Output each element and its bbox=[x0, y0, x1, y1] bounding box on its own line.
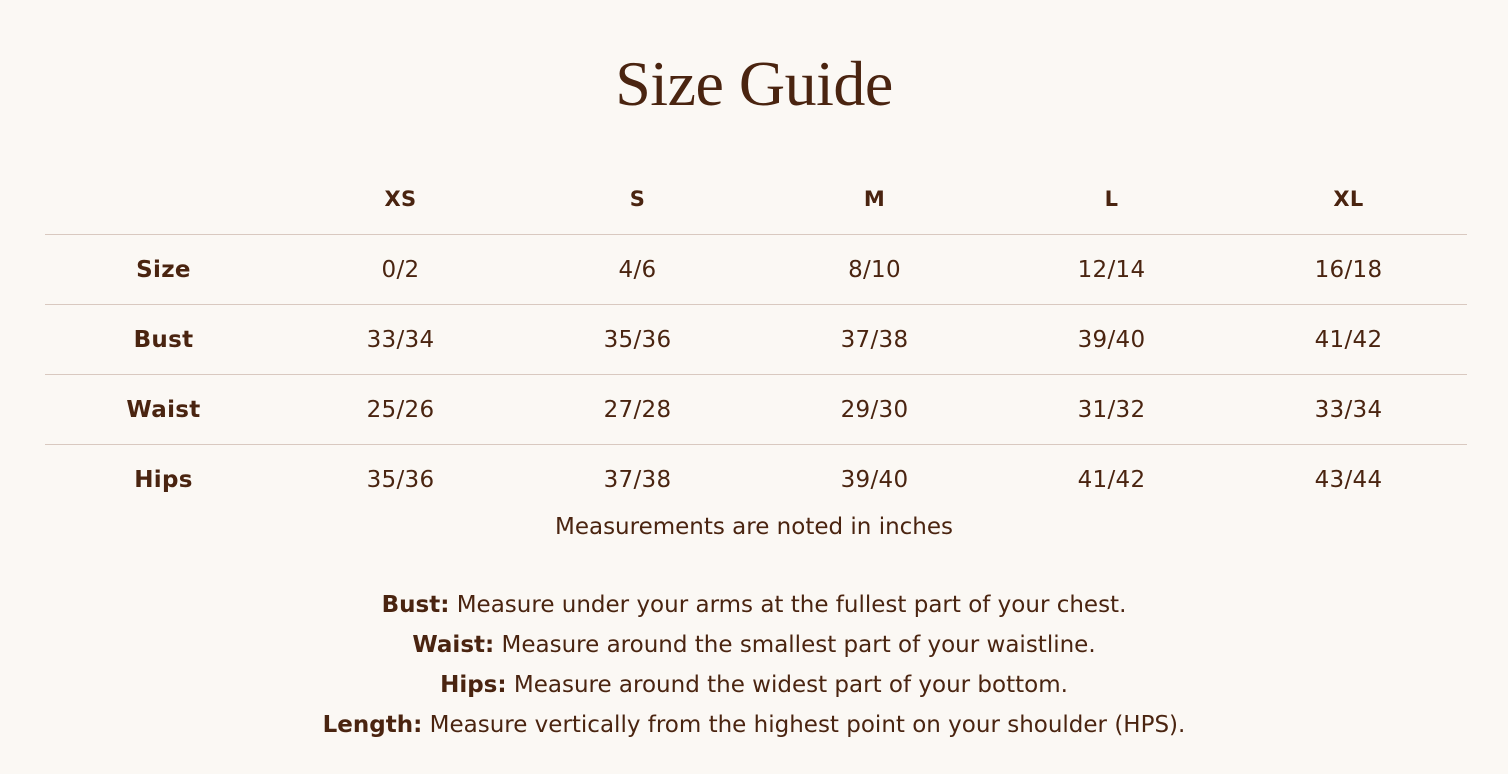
definition-term: Length: bbox=[322, 712, 423, 738]
definition-text: Measure under your arms at the fullest part of your chest. bbox=[449, 592, 1127, 618]
table-cell: 29/30 bbox=[840, 396, 909, 423]
table-header-row bbox=[45, 164, 1467, 235]
table-cell: 0/2 bbox=[381, 256, 420, 283]
measurement-definitions bbox=[0, 585, 1508, 745]
table-row-bust bbox=[45, 305, 1467, 375]
definition-term: Waist: bbox=[412, 632, 495, 658]
row-label-waist: Waist bbox=[126, 396, 201, 423]
column-header-xl: XL bbox=[1333, 187, 1364, 211]
table-cell: 43/44 bbox=[1314, 466, 1383, 493]
size-table bbox=[45, 164, 1467, 514]
table-cell: 16/18 bbox=[1314, 256, 1383, 283]
row-label-size: Size bbox=[136, 256, 191, 283]
definition-text: Measure around the smallest part of your waistline. bbox=[494, 632, 1096, 658]
table-cell: 27/28 bbox=[603, 396, 672, 423]
definition-term: Bust: bbox=[381, 592, 450, 618]
table-cell: 37/38 bbox=[603, 466, 672, 493]
table-cell: 41/42 bbox=[1314, 326, 1383, 353]
table-row-hips bbox=[45, 445, 1467, 514]
units-note: Measurements are noted in inches bbox=[554, 514, 954, 540]
table-row-waist bbox=[45, 375, 1467, 445]
column-header-l: L bbox=[1104, 187, 1119, 211]
column-header-m: M bbox=[863, 187, 886, 211]
definition-term: Hips: bbox=[440, 672, 507, 698]
definition-bust bbox=[0, 585, 1508, 625]
table-cell: 35/36 bbox=[603, 326, 672, 353]
table-cell: 37/38 bbox=[840, 326, 909, 353]
table-cell: 31/32 bbox=[1077, 396, 1146, 423]
table-cell: 39/40 bbox=[1077, 326, 1146, 353]
table-cell: 8/10 bbox=[848, 256, 901, 283]
definition-text: Measure around the widest part of your bottom. bbox=[506, 672, 1068, 698]
row-label-hips: Hips bbox=[134, 466, 193, 493]
column-header-s: S bbox=[629, 187, 646, 211]
column-header-xs: XS bbox=[384, 187, 417, 211]
table-cell: 25/26 bbox=[366, 396, 435, 423]
page-title: Size Guide bbox=[615, 48, 893, 119]
definition-waist bbox=[0, 625, 1508, 665]
row-label-bust: Bust bbox=[133, 326, 194, 353]
table-cell: 35/36 bbox=[366, 466, 435, 493]
table-cell: 39/40 bbox=[840, 466, 909, 493]
definition-text: Measure vertically from the highest point on your shoulder (HPS). bbox=[422, 712, 1186, 738]
table-cell: 12/14 bbox=[1077, 256, 1146, 283]
table-cell: 4/6 bbox=[618, 256, 657, 283]
table-cell: 33/34 bbox=[1314, 396, 1383, 423]
table-row-size bbox=[45, 235, 1467, 305]
table-cell: 33/34 bbox=[366, 326, 435, 353]
definition-length bbox=[0, 705, 1508, 745]
definition-hips bbox=[0, 665, 1508, 705]
table-cell: 41/42 bbox=[1077, 466, 1146, 493]
